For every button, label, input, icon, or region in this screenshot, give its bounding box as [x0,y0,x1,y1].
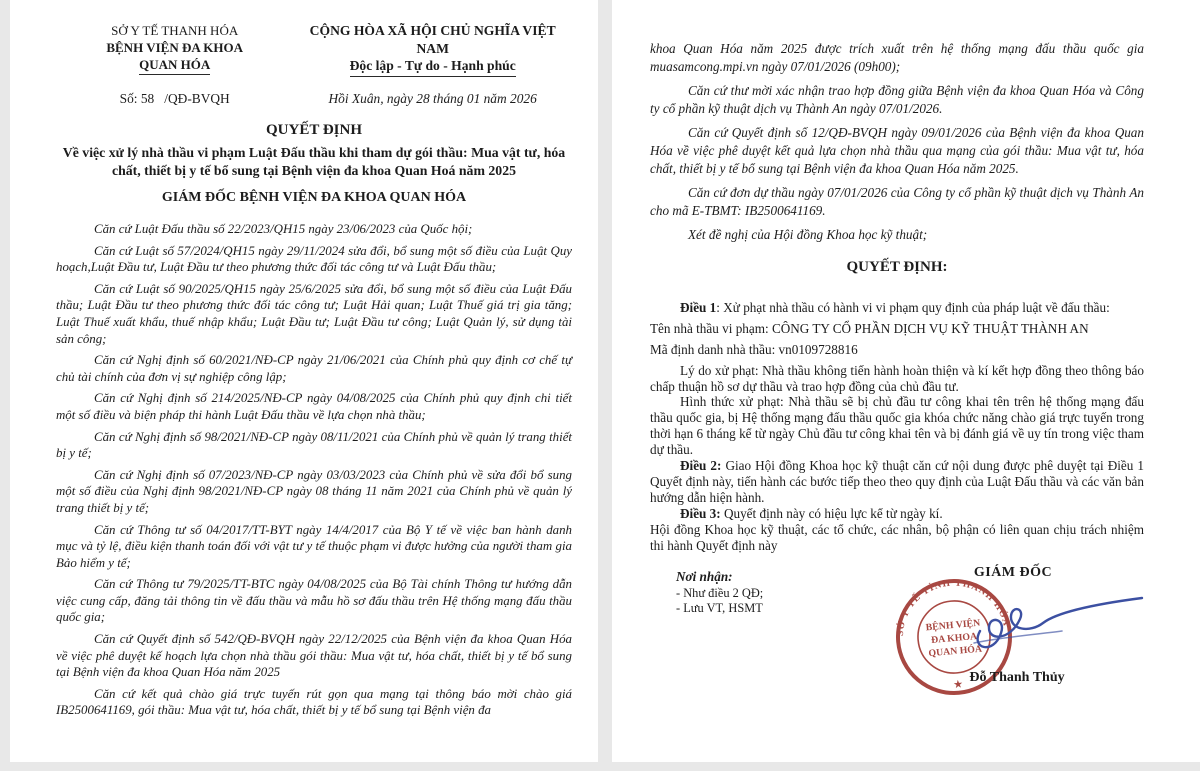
national-motto-line2: Độc lập - Tự do - Hạnh phúc [350,57,516,77]
signature-footer [650,565,1144,762]
penalty-reason-line: Lý do xử phạt: Nhà thầu không tiến hành hoàn thiện và kí kết hợp đồng theo thông báo chấp thuận hồ sơ dự thầu và trao hợp đồng của chủ đầu tư. [650,362,1144,394]
responsibility-line: Hội đồng Khoa học kỹ thuật, các tổ chức, các nhân, bộ phận có liên quan chịu trách nhiệm thi hành Quyết định này [650,521,1144,553]
article-3-label: Điều 3: [680,505,721,521]
decision-subject: Về việc xử lý nhà thầu vi phạm Luật Đấu thầu khi tham dự gói thầu: Mua vật tư, hóa chất, thiết bị y tế bổ sung tại Bệnh viện đa khoa Quan Hoá năm 2025 [62,145,566,178]
national-motto-block [293,22,572,107]
citation-paragraph: Căn cứ Thông tư số 04/2017/TT-BYT ngày 14/4/2017 của Bộ Y tế về việc ban hành danh mục và tỷ lệ, điều kiện thanh toán đối với vật tư y tế thuộc phạm vi được hưởng của người tham gia Bảo hiểm y tế; [56,522,572,570]
org-name-line2: QUAN HÓA [139,56,210,75]
stamp-center-line2: ĐA KHOA [930,630,978,646]
citation-paragraph: Căn cứ Quyết định số 542/QĐ-BVQH ngày 22/12/2025 của Bệnh viện đa khoa Quan Hóa về việc phê duyệt kế hoạch lựa chọn nhà thầu gói thầu: Mua vật tư, hóa chất, thiết bị y tế bổ sung tại Bệnh viện đa khoa Quan Hóa năm 2025 [56,632,572,680]
stamp-star-icon: ★ [952,677,964,691]
org-name-line1: BỆNH VIỆN ĐA KHOA [106,40,243,55]
citation-paragraph: Căn cứ Luật số 90/2025/QH15 ngày 25/6/2025 sửa đổi, bổ sung một số điều của Luật Đấu thầu; Luật Đầu tư theo phương thức đối tác công tư; Luật Hải quan; Luật Thuế giá trị gia tăng; Luật Thuế xuất khẩu, thuế nhập khẩu; Luật Đầu tư; Luật Đầu tư công; Luật Quản lý, sử dụng tài sản công; [56,281,572,346]
article-2-text: Giao Hội đồng Khoa học kỹ thuật căn cứ nội dung được phê duyệt tại Điều 1 Quyết định này, tiến hành các bước tiếp theo theo quy định của Luật Đấu thầu và các văn bản hướng dẫn hiện hành. [650,458,1144,505]
citation-paragraph: Căn cứ kết quả chào giá trực tuyến rút gọn qua mạng tại thông báo mời chào giá IB2500641169, gói thầu: Mua vật tư, hóa chất, thiết bị y tế bổ sung tại Bệnh viện đa [56,686,572,718]
decision-title: QUYẾT ĐỊNH [266,122,362,138]
signer-name: Đỗ Thanh Thủy [969,669,1065,685]
recipient-item: - Lưu VT, HSMT [676,600,763,615]
doc-number: Số: 58 /QĐ-BVQH [119,91,230,106]
stamp-ring-text: SỞ Y TẾ TỈNH THANH HÓA [895,578,1012,636]
recipient-item: - Như điều 2 QĐ; [676,585,764,600]
page-2 [612,0,1200,762]
citation-paragraph: Căn cứ Thông tư 79/2025/TT-BTC ngày 04/08/2025 của Bộ Tài chính Thông tư hướng dẫn việc cung cấp, đăng tải thông tin về đấu thầu và mẫu hồ sơ đấu thầu trên Hệ thống mạng đấu thầu quốc gia; [56,577,572,625]
citation-paragraph: Xét đề nghị của Hội đồng Khoa học kỹ thuật; [688,227,928,243]
citation-paragraph: Căn cứ Luật số 57/2024/QH15 ngày 29/11/2024 sửa đổi, bổ sung một số điều của Luật Quy hoạch,Luật Đầu tư, Luật Đầu tư theo phương thức đối tác công tư và Luật Đấu thầu; [56,243,572,275]
org-name-line2-wrap [56,56,293,75]
article-2 [650,458,1144,506]
citation-paragraph: Căn cứ Nghị định số 98/2021/NĐ-CP ngày 08/11/2021 của Chính phủ về quản lý trang thiết bị y tế; [56,429,572,461]
article-1-text: : Xử phạt nhà thầu có hành vi vi phạm quy định của pháp luật về đấu thầu: [716,299,1110,315]
document-header [56,22,572,107]
articles-block [650,300,1144,554]
national-motto-line1: CỘNG HÒA XÃ HỘI CHỦ NGHĨA VIỆT NAM [309,23,556,56]
citation-paragraph: Căn cứ Nghị định số 214/2025/NĐ-CP ngày 04/08/2025 của Chính phủ quy định chi tiết một số điều và biện pháp thi hành Luật Đấu thầu về lựa chọn nhà thầu; [56,391,572,422]
page-1 [10,0,598,762]
article-1-label: Điều 1 [680,299,717,315]
citations-block-page1 [56,221,572,719]
issue-place-date: Hồi Xuân, ngày 28 tháng 01 năm 2026 [328,90,537,106]
recipients-label: Nơi nhận: [676,568,733,584]
article-3-text: Quyết định này có hiệu lực kể từ ngày kí. [720,505,943,521]
article-2-label: Điều 2: [680,458,722,474]
violator-line: Tên nhà thầu vi phạm: CÔNG TY CỔ PHẦN DỊCH VỤ KỸ THUẬT THÀNH AN [650,320,1089,336]
decision-heading: QUYẾT ĐỊNH: [846,258,948,275]
citation-paragraph: Căn cứ thư mời xác nhận trao hợp đồng giữa Bệnh viện đa khoa Quan Hóa và Công ty cổ phần kỹ thuật dịch vụ Thành An ngày 07/01/2026. [650,83,1144,116]
national-motto-line2-wrap [293,57,572,77]
citation-paragraph: Căn cứ Luật Đấu thầu số 22/2023/QH15 ngày 23/06/2023 của Quốc hội; [94,222,473,236]
signature-ink [946,583,1146,663]
citations-block-page2 [650,40,1144,244]
signer-title: GIÁM ĐỐC [973,564,1053,580]
citation-paragraph: Căn cứ Quyết định số 12/QĐ-BVQH ngày 09/01/2026 của Bệnh viện đa khoa Quan Hóa về việc phê duyệt kết quả lựa chọn nhà thầu qua mạng của gói thầu: Mua vật tư, hóa chất, thiết bị y tế bổ sung tại Bệnh viện đa khoa Quan Hóa năm 2025. [650,125,1144,176]
issuing-org-block [56,22,293,107]
violator-id-line: Mã định danh nhà thầu: vn0109728816 [650,341,858,357]
penalty-form-line: Hình thức xử phạt: Nhà thầu sẽ bị chủ đầu tư công khai tên trên hệ thống mạng đấu thầu quốc gia, bị Hệ thống mạng đấu thầu quốc gia khóa chức năng chào giá trực tuyến trong thời hạn 6 tháng kể từ ngày Chủ đầu tư công khai tên và bị đánh giá về uy tín trong việc tham dự thầu. [650,394,1144,458]
article-3 [650,506,1144,522]
citation-paragraph: Căn cứ đơn dự thầu ngày 07/01/2026 của Công ty cổ phần kỹ thuật dịch vụ Thành An cho mã E-TBMT: IB2500641169. [650,185,1144,218]
stamp-center-line3: QUAN HÓA [928,643,983,659]
article-1 [650,300,1144,316]
stamp-center-line1: BỆNH VIỆN [925,617,981,633]
citation-paragraph: Căn cứ Nghị định số 60/2021/NĐ-CP ngày 21/06/2021 của Chính phủ quy định cơ chế tự chủ tài chính của đơn vị sự nghiệp công lập; [56,353,572,384]
issuer-title: GIÁM ĐỐC BỆNH VIỆN ĐA KHOA QUAN HÓA [161,190,467,205]
citation-paragraph: Căn cứ Nghị định số 07/2023/NĐ-CP ngày 03/03/2023 của Chính phủ về sửa đổi bổ sung một số điều của Nghị định 98/2021/NĐ-CP ngày 08 tháng 11 năm 2021 của Chính phủ về quản lý trang thiết bị y tế; [56,467,572,515]
org-parent: SỞ Y TẾ THANH HÓA [111,23,239,38]
citation-paragraph: khoa Quan Hóa năm 2025 được trích xuất trên hệ thống mạng đấu thầu quốc gia muasamcong.mpi.vn ngày 07/01/2026 (09h00); [650,41,1144,74]
recipients-block [676,569,763,616]
